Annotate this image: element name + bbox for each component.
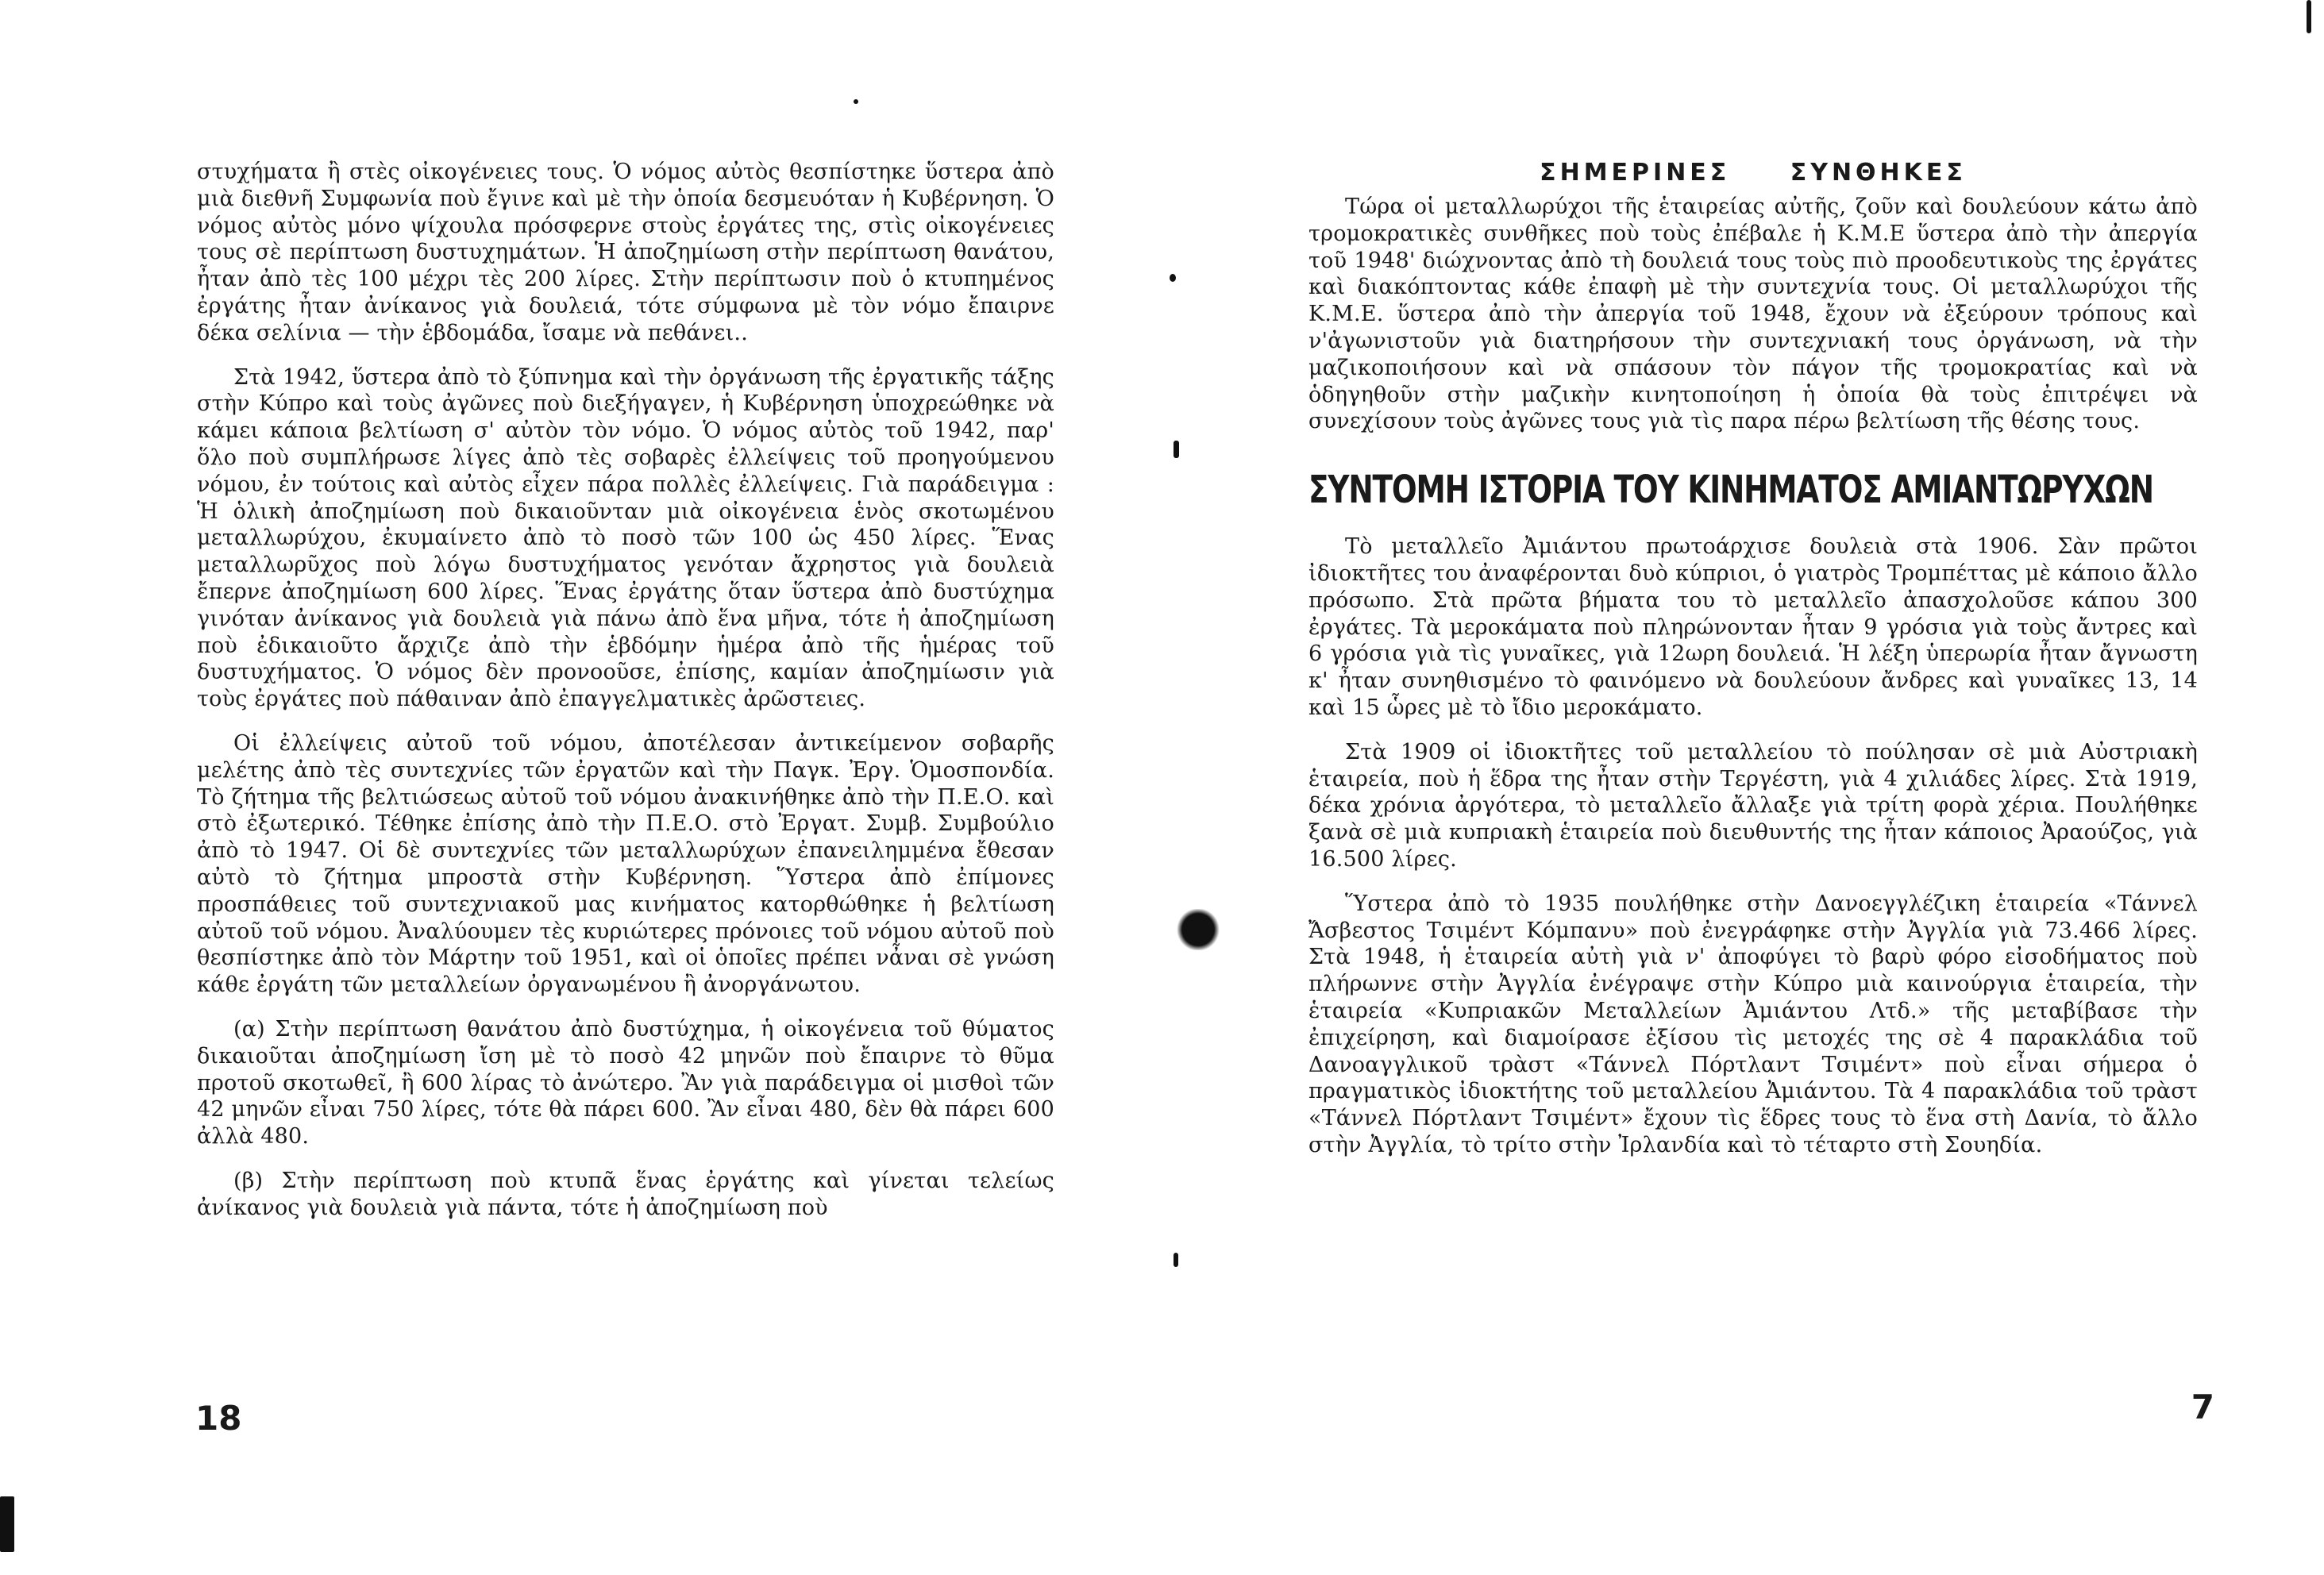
left-paragraph-3: Οἱ ἐλλείψεις αὐτοῦ τοῦ νόμου, ἀποτέλεσαν ἀντικείμενον σοβαρῆς μελέτης ἀπὸ τὲς συντεχνίες τῶν ἐργατῶν καὶ τὴν Παγκ. Ἐργ. Ὁμοσπονδία. Τὸ ζήτημα τῆς βελτιώσεως αὐτοῦ τοῦ νόμου ἀνακινήθηκε ἀπὸ τὴν Π.Ε.Ο. καὶ στὸ ἐξωτερικό. Τέθηκε ἐπίσης ἀπὸ τὴν Π.Ε.Ο. στὸ Ἐργατ. Συμβ. Συμβούλιο ἀπὸ τὸ 1947. Οἱ δὲ συντεχνίες τῶν μεταλλωρύχων ἐπανειλημμένα ἔθεσαν αὐτὸ τὸ ζήτημα μπροστὰ στὴν Κυβέρνηση. Ὕστερα ἀπὸ ἐπίμονες προσπάθειες τοῦ συντεχνιακοῦ μας κινήματος κατορθώθηκε ἡ βελτίωση αὐτοῦ τοῦ νόμου. Ἀναλύουμεν τὲς κυριώτερες πρόνοιες τοῦ νόμου αὐτοῦ ποὺ θεσπίστηκε ἀπὸ τὸν Μάρτην τοῦ 1951, καὶ οἱ ὁποῖες πρέπει νἆναι σὲ γνώση κάθε ἐργάτη τῶν μεταλλείων ὀργανωμένου ἢ ἀνοργάνωτου. xyxy=(197,730,1054,998)
left-paragraph-2: Στὰ 1942, ὕστερα ἀπὸ τὸ ξύπνημα καὶ τὴν ὀργάνωση τῆς ἐργατικῆς τάξης στὴν Κύπρο καὶ τοὺς ἀγῶνες ποὺ διεξήγαγεν, ἡ Κυβέρνηση ὑποχρεώθηκε νὰ κάμει κάποια βελτίωση σ' αὐτὸν τὸν νόμο. Ὁ νόμος αὐτὸς τοῦ 1942, παρ' ὅλο ποὺ συμπλήρωσε λίγες ἀπὸ τὲς σοβαρὲς ἐλλείψεις τοῦ προηγούμενου νόμου, ἐν τούτοις καὶ αὐτὸς εἶχεν πάρα πολλὲς ἐλλείψεις. Γιὰ παράδειγμα : Ἡ ὁλικὴ ἀποζημίωση ποὺ δικαιοῦνταν μιὰ οἰκογένεια ἑνὸς σκοτωμένου μεταλλωρύχου, ἐκυμαίνετο ἀπὸ τὸ ποσὸ τῶν 100 ὡς 450 λίρες. Ἕνας μεταλλωρῦχος ποὺ λόγω δυστυχήματος γενόταν ἄχρηστος γιὰ δουλειὰ ἔπερνε ἀποζημίωση 600 λίρες. Ἕνας ἐργάτης ὅταν ὕστερα ἀπὸ δυστύχημα γινόταν ἀνίκανος γιὰ δουλειὰ γιὰ πάνω ἀπὸ ἕνα μῆνα, τότε ἡ ἀποζημίωση ποὺ ἐδικαιοῦτο ἄρχιζε ἀπὸ τὴν ἑβδόμην ἡμέρα ἀπὸ τῆς ἡμέρας τοῦ δυστυχήματος. Ὁ νόμος δὲν προνοοῦσε, ἐπίσης, καμίαν ἀποζημίωσιν γιὰ τοὺς ἐργάτες ποὺ πάθαιναν ἀπὸ ἐπαγγελματικὲς ἀρῶστειες. xyxy=(197,364,1054,712)
scan-speck xyxy=(0,1496,14,1552)
right-paragraph-1: Τώρα οἱ μεταλλωρύχοι τῆς ἑταιρείας αὐτῆς, ζοῦν καὶ δουλεύουν κάτω ἀπὸ τρομοκρατικὲς συνθῆκες ποὺ τοὺς ἐπέβαλε ἡ Κ.Μ.Ε ὕστερα ἀπὸ τὴν ἀπεργία τοῦ 1948' διώχνοντας ἀπὸ τὴ δουλειά τους τοὺς πιὸ προοδευτικοὺς της ἐργάτες καὶ διακόπτοντας κάθε ἐπαφὴ μὲ τὴν συντεχνία τους. Οἱ μεταλλωρύχοι τῆς Κ.Μ.Ε. ὕστερα ἀπὸ τὴν ἀπεργία τοῦ 1948, ἔχουν νὰ ἐξεύρουν τρόπους καὶ ν'ἀγωνιστοῦν γιὰ διατηρήσουν τὴν συντεχνιακή τους ὀργάνωση, νὰ τὴν μαζικοποιήσουν καὶ νὰ σπάσουν τὸν πάγον τῆς τρομοκρατίας καὶ νὰ ὁδηγηθοῦν στὴν μαζικὴν κινητοποίηση ἡ ὁποία θὰ τοὺς ἐπιτρέψει νὰ συνεχίσουν τοὺς ἀγῶνες τους γιὰ τὶς παρα πέρω βελτίωση τῆς θέσης τους. xyxy=(1308,194,2198,434)
left-text-column xyxy=(197,159,1054,1238)
scan-speck xyxy=(1174,1253,1178,1267)
left-paragraph-5: (β) Στὴν περίπτωση ποὺ κτυπᾶ ἕνας ἐργάτης καὶ γίνεται τελείως ἀνίκανος γιὰ δουλειὰ γιὰ πάντα, τότε ἡ ἀποζημίωση ποὺ xyxy=(197,1168,1054,1220)
scan-speck xyxy=(2307,0,2311,33)
section-heading-history: ΣΥΝΤΟΜΗ ΙΣΤΟΡΙΑ ΤΟΥ ΚΙΝΗΜΑΤΟΣ ΑΜΙΑΝΤΩΡΥΧΩΝ xyxy=(1308,468,2153,513)
right-paragraph-2: Τὸ μεταλλεῖο Ἀμιάντου πρωτοάρχισε δουλειὰ στὰ 1906. Σὰν πρῶτοι ἰδιοκτῆτες του ἀναφέρονται δυὸ κύπριοι, ὁ γιατρὸς Τρομπέττας μὲ κάποιο ἄλλο πρόσωπο. Στὰ πρῶτα βήματα του τὸ μεταλλεῖο ἀπασχολοῦσε κάπου 300 ἐργάτες. Τὰ μεροκάματα ποὺ πληρώνονταν ἦταν 9 γρόσια γιὰ τοὺς ἄντρες καὶ 6 γρόσια γιὰ τὶς γυναῖκες, γιὰ 12ωρη δουλειά. Ἡ λέξη ὑπερωρία ἦταν ἄγνωστη κ' ἦταν συνηθισμένο τὸ φαινόμενο νὰ δουλεύουν ἄνδρες καὶ γυναῖκες 13, 14 καὶ 15 ὧρες μὲ τὸ ἴδιο μεροκάματο. xyxy=(1308,534,2198,720)
scan-speck xyxy=(1174,441,1179,458)
scan-speck xyxy=(1170,274,1176,282)
ink-blot xyxy=(1177,909,1224,950)
right-paragraph-4: Ὕστερα ἀπὸ τὸ 1935 πουλήθηκε στὴν Δανοεγγλέζικη ἑταιρεία «Τάννελ Ἄσβεστος Τσιμέντ Κόμπανυ» ποὺ ἐνεγράφηκε στὴν Ἀγγλία γιὰ 73.466 λίρες. Στὰ 1948, ἡ ἑταιρεία αὐτὴ γιὰ ν' ἀποφύγει τὸ βαρὺ φόρο εἰσοδήματος ποὺ πλήρωννε στὴν Ἀγγλία ἐνέγραψε στὴν Κύπρο μιὰ καινούργια ἑταιρεία, τὴν ἑταιρεία «Κυπριακῶν Μεταλλείων Ἀμιάντου Λτδ.» τῆς μεταβίβασε τὴν ἐπιχείρηση, καὶ διαμοίρασε ἐξίσου τὶς μετοχές της σὲ 4 παρακλάδια τοῦ Δανοαγγλικοῦ τρὰστ «Τάννελ Πόρτλαντ Τσιμέντ» ποὺ εἶναι σήμερα ὁ πραγματικὸς ἰδιοκτήτης τοῦ μεταλλείου Ἀμιάντου. Τὰ 4 παρακλάδια τοῦ τρὰστ «Τάννελ Πόρτλαντ Τσιμέντ» ἔχουν τὶς ἕδρες τους τὸ ἕνα στὴ Δανία, τὸ ἄλλο στὴν Ἀγγλία, τὸ τρίτο στὴν Ἰρλανδία καὶ τὸ τέταρτο στὴ Σουηδία. xyxy=(1308,891,2198,1157)
left-paragraph-1: στυχήματα ἢ στὲς οἰκογένειες τους. Ὁ νόμος αὐτὸς θεσπίστηκε ὕστερα ἀπὸ μιὰ διεθνῆ Συμφωνία ποὺ ἔγινε καὶ μὲ τὴν ὁποία δεσμευόταν ἡ Κυβέρνηση. Ὁ νόμος αὐτὸς μόνο ψίχουλα πρόσφερνε στοὺς ἐργάτες της, στὶς οἰκογένειες τους σὲ περίπτωση δυστυχημάτων. Ἡ ἀποζημίωση στὴν περίπτωση θανάτου, ἦταν ἀπὸ τὲς 100 μέχρι τὲς 200 λίρες. Στὴν περίπτωσιν ποὺ ὁ κτυπημένος ἐργάτης ἦταν ἀνίκανος γιὰ δουλειά, τότε σύμφωνα μὲ τὸν νόμο ἔπαιρνε δέκα σελίνια — τὴν ἑβδομάδα, ἴσαμε νὰ πεθάνει.. xyxy=(197,160,1054,345)
right-paragraph-3: Στὰ 1909 οἱ ἰδιοκτῆτες τοῦ μεταλλείου τὸ πούλησαν σὲ μιὰ Αὐστριακὴ ἑταιρεία, ποὺ ἡ ἕδρα της ἦταν στὴν Τεργέστη, γιὰ 4 χιλιάδες λίρες. Στὰ 1919, δέκα χρόνια ἀργότερα, τὸ μεταλλεῖο ἄλλαξε γιὰ τρίτη φορὰ χέρια. Πουλήθηκε ξανὰ σὲ μιὰ κυπριακὴ ἑταιρεία ποὺ διευθυντής της ἦταν κάποιος Ἀραούζος, γιὰ 16.500 λίρες. xyxy=(1308,739,2198,872)
page-number-left: 18 xyxy=(195,1399,242,1438)
page-number-right: 7 xyxy=(2191,1388,2214,1427)
section-heading-current-conditions: ΣΗΜΕΡΙΝΕΣ ΣΥΝΘΗΚΕΣ xyxy=(1540,159,1967,187)
right-page xyxy=(1162,0,2324,1575)
scan-speck xyxy=(854,99,858,104)
right-text-column xyxy=(1308,159,2198,1176)
left-paragraph-4: (α) Στὴν περίπτωση θανάτου ἀπὸ δυστύχημα, ἡ οἰκογένεια τοῦ θύματος δικαιοῦται ἀποζημίωση ἴση μὲ τὸ ποσὸ 42 μηνῶν ποὺ ἔπαιρνε τὸ θῦμα προτοῦ σκοτωθεῖ, ἢ 600 λίρας τὸ ἀνώτερο. Ἂν γιὰ παράδειγμα οἱ μισθοὶ τῶν 42 μηνῶν εἶναι 750 λίρες, τότε θὰ πάρει 600. Ἂν εἶναι 480, δὲν θὰ πάρει 600 ἀλλὰ 480. xyxy=(197,1016,1054,1149)
